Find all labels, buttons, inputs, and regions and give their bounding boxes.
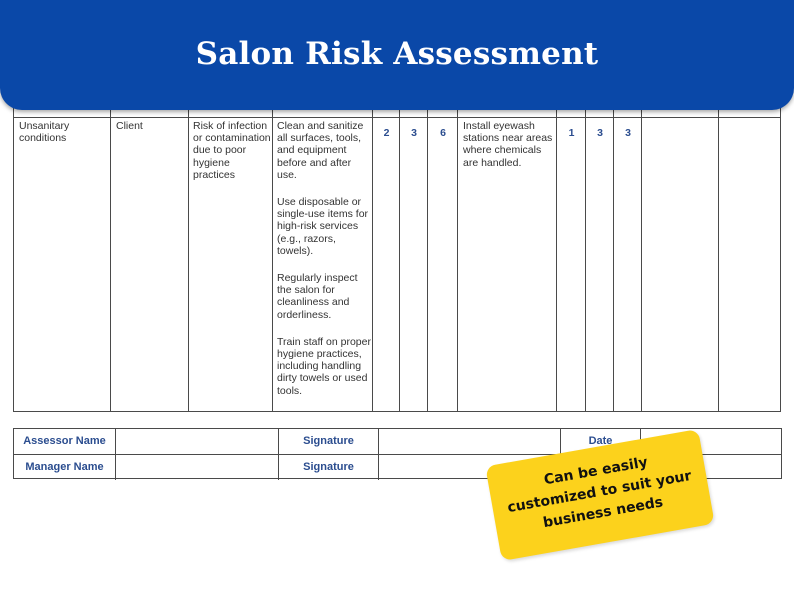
- col-residual-rating: [614, 105, 642, 411]
- initial-severity: 3: [411, 127, 417, 139]
- manager-name-label: Manager Name: [14, 455, 116, 480]
- residual-severity: 3: [597, 127, 603, 139]
- col-initial-severity: [400, 105, 428, 411]
- who-cell: Client: [116, 120, 143, 132]
- initial-likelihood: 2: [383, 127, 390, 139]
- col-residual-likelihood: [557, 105, 586, 411]
- assessor-signature-label: Signature: [279, 429, 379, 454]
- assessor-name-field[interactable]: [116, 429, 279, 454]
- controls-cell: [277, 120, 371, 412]
- promo-sticker-text: Can be easily customized to suit your business needs: [506, 454, 693, 532]
- control-item: Regularly inspect the salon for cleanliness and orderliness.: [277, 272, 358, 321]
- risk-table: [13, 104, 781, 412]
- page-title: Salon Risk Assessment: [195, 36, 599, 72]
- risk-cell: Risk of infection or contamination due to poor hygiene practices: [193, 120, 271, 181]
- residual-rating: 3: [625, 127, 631, 139]
- col-initial-likelihood: [373, 105, 400, 411]
- col-who: [111, 105, 189, 411]
- date-label: Date: [561, 429, 641, 454]
- col-responsible: [642, 105, 719, 411]
- col-hazard: [14, 105, 111, 411]
- initial-rating: 6: [440, 127, 446, 139]
- control-item: Use disposable or single-use items for high-risk services (e.g., razors, towels).: [277, 196, 369, 257]
- hazard-cell: Unsanitary conditions: [19, 120, 70, 145]
- title-banner: [0, 0, 794, 110]
- assessor-name-label: Assessor Name: [14, 429, 116, 454]
- assessor-signature-field[interactable]: [379, 429, 561, 454]
- manager-signature-label: Signature: [279, 455, 379, 480]
- control-item: Train staff on proper hygiene practices, including handling dirty towels or used tools.: [277, 335, 371, 397]
- further-action-cell: Install eyewash stations near areas where chemicals are handled.: [463, 120, 553, 169]
- manager-name-field[interactable]: [116, 455, 279, 480]
- col-initial-rating: [428, 105, 458, 411]
- residual-likelihood: 1: [568, 127, 575, 139]
- col-residual-severity: [586, 105, 614, 411]
- control-item: Clean and sanitize all surfaces, tools, and equipment before and after use.: [277, 120, 364, 181]
